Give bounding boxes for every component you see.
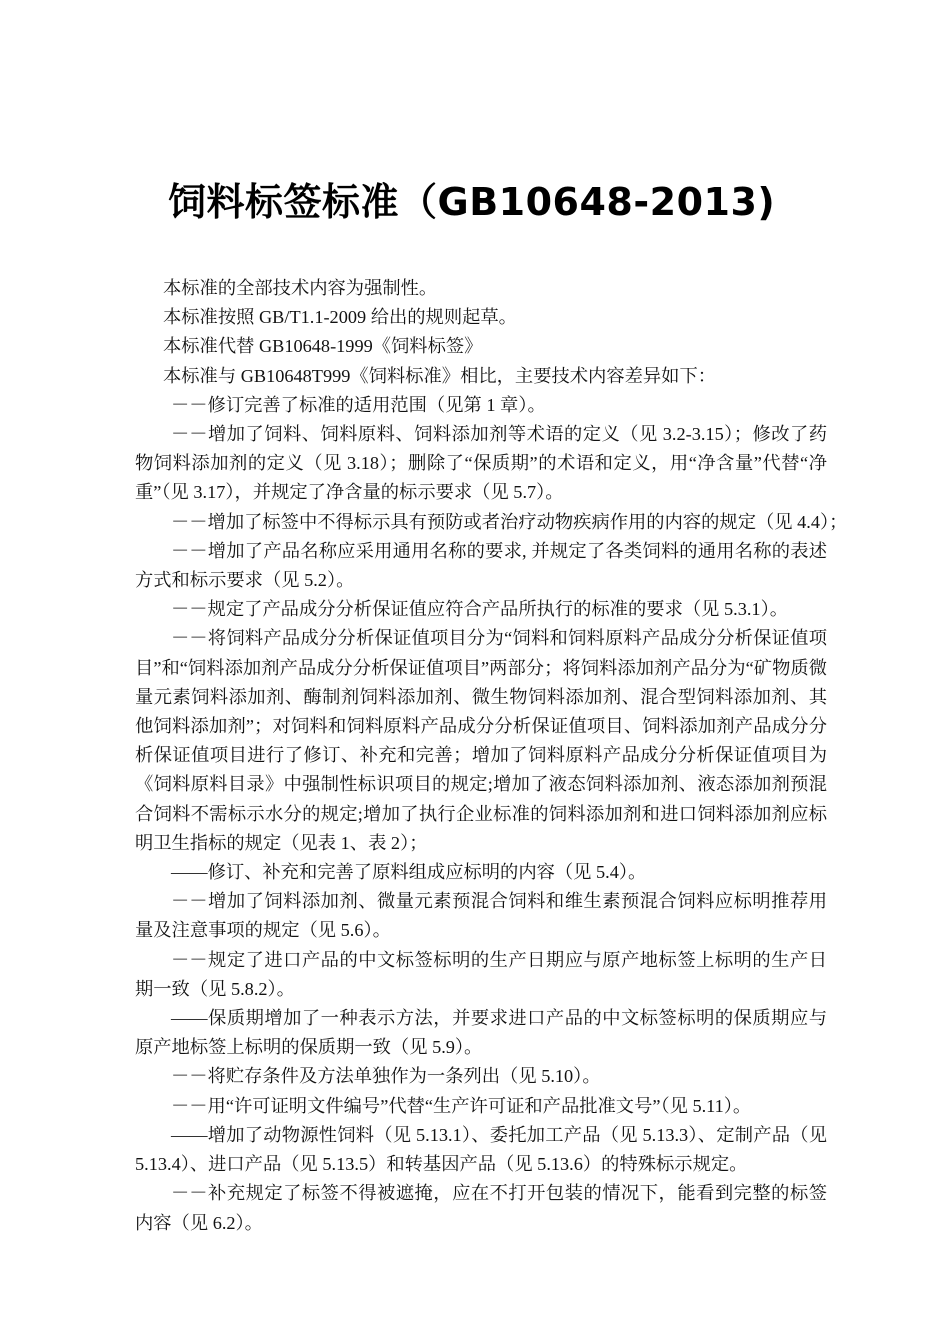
- change-item: ——增加了动物源性饲料（见 5.13.1）、委托加工产品（见 5.13.3）、定制产品（见 5.13.4）、进口产品（见 5.13.5）和转基因产品（见 5.13.6）的特殊标示规定。: [135, 1124, 827, 1175]
- intro-line: 本标准代替 GB10648-1999《饲料标签》: [163, 336, 483, 357]
- page-title: 饲料标签标准（GB10648-2013): [168, 180, 776, 225]
- intro-line: 本标准与 GB10648T999《饲料标准》相比，主要技术内容差异如下：: [163, 365, 717, 386]
- change-item: －－增加了饲料、饲料原料、饲料添加剂等术语的定义（见 3.2-3.15）；修改了药物饲料添加剂的定义（见 3.18）；删除了“保质期”的术语和定义，用“净含量”代替“净重”（见 3.17），并规定了净含量的标示要求（见 5.7）。: [135, 424, 827, 503]
- change-item: －－增加了饲料添加剂、微量元素预混合饲料和维生素预混合饲料应标明推荐用量及注意事项的规定（见 5.6）。: [135, 891, 827, 941]
- change-item: －－补充规定了标签不得被遮掩，应在不打开包装的情况下，能看到完整的标签内容（见 6.2）。: [135, 1183, 827, 1233]
- change-item: －－规定了进口产品的中文标签标明的生产日期应与原产地标签上标明的生产日期一致（见 5.8.2）。: [135, 949, 827, 999]
- change-item: ——保质期增加了一种表示方法，并要求进口产品的中文标签标明的保质期应与原产地标签上标明的保质期一致（见 5.9）。: [135, 1008, 827, 1058]
- change-item: －－修订完善了标准的适用范围（见第 1 章）。: [171, 394, 546, 415]
- change-item: ——修订、补充和完善了原料组成应标明的内容（见 5.4）。: [171, 862, 647, 883]
- change-item: －－将贮存条件及方法单独作为一条列出（见 5.10）。: [171, 1066, 601, 1087]
- change-item: －－用“许可证明文件编号”代替“生产许可证和产品批准文号”（见 5.11）。: [171, 1095, 752, 1116]
- intro-line: 本标准的全部技术内容为强制性。: [163, 278, 438, 298]
- change-item: －－将饲料产品成分分析保证值项目分为“饲料和饲料原料产品成分分析保证值项目”和“饲料添加剂产品成分分析保证值项目”两部分；将饲料添加剂产品分为“矿物质微量元素饲料添加剂、酶制剂饲料添加剂、微生物饲料添加剂、混合型饲料添加剂、其他饲料添加剂”；对饲料和饲料原料产品成分分析保证值项目、饲料添加剂产品成分分析保证值项目进行了修订、补充和完善；增加了饲料原料产品成分分析保证值项目为《饲料原料目录》中强制性标识项目的规定;增加了液态饲料添加剂、液态添加剂预混合饲料不需标示水分的规定;增加了执行企业标准的饲料添加剂和进口饲料添加剂应标明卫生指标的规定（见表 1、表 2）；: [135, 628, 827, 853]
- intro-line: 本标准按照 GB/T1.1-2009 给出的规则起草。: [163, 307, 517, 328]
- change-item: －－增加了标签中不得标示具有预防或者治疗动物疾病作用的内容的规定（见 4.4）；: [171, 511, 848, 532]
- document-body: [135, 274, 848, 1238]
- change-item: －－规定了产品成分分析保证值应符合产品所执行的标准的要求（见 5.3.1）。: [171, 599, 788, 620]
- change-item: －－增加了产品名称应采用通用名称的要求, 并规定了各类饲料的通用名称的表述方式和标示要求（见 5.2）。: [135, 540, 827, 591]
